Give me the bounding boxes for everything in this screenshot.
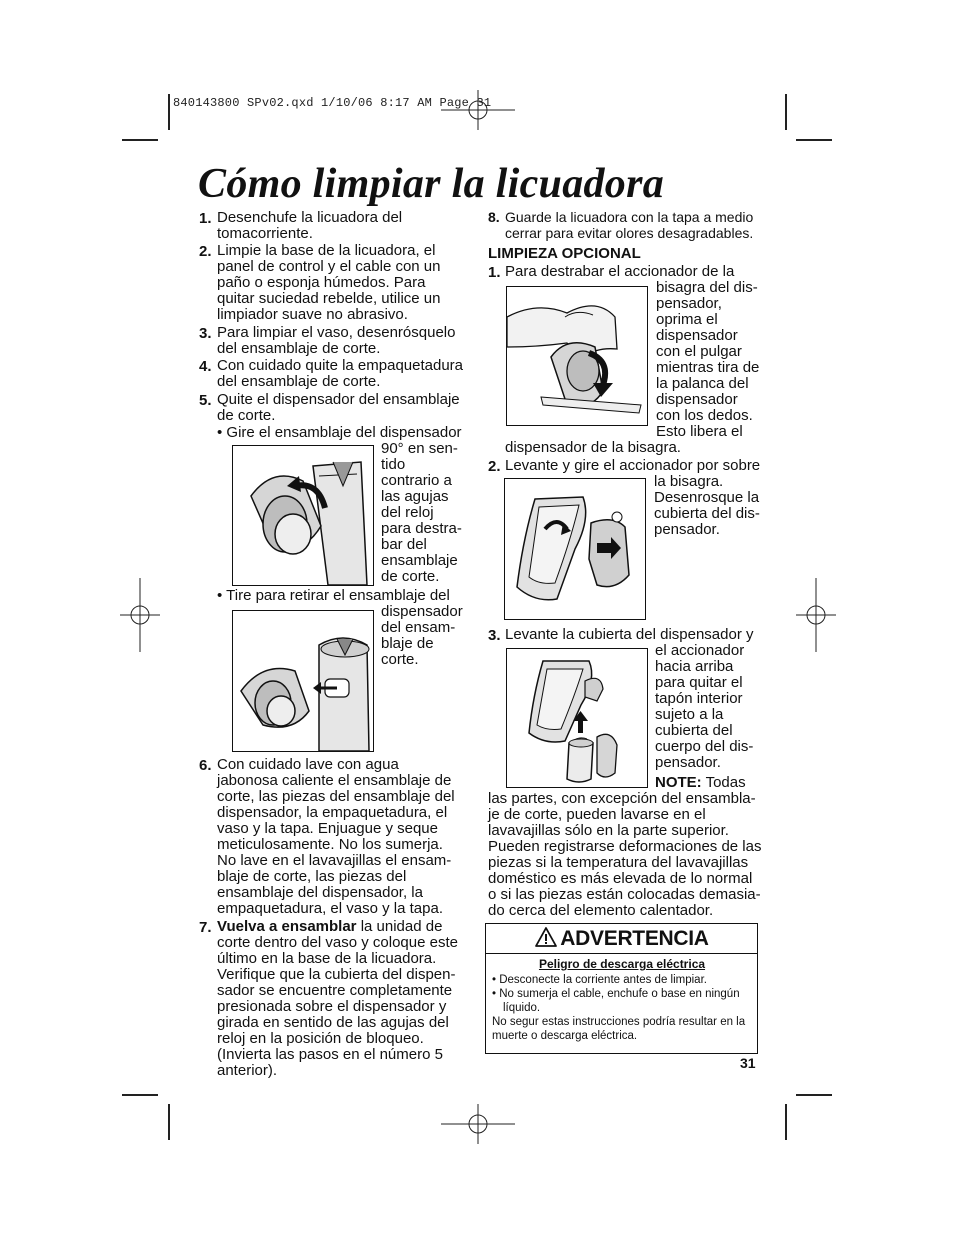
hand-release-illustration-icon bbox=[507, 287, 647, 425]
text-line: ensamblaje bbox=[381, 552, 458, 569]
text-line: cerrar para evitar olores desagradables. bbox=[505, 225, 754, 241]
text-line: dispensador bbox=[656, 327, 738, 344]
warning-subtitle: Peligro de descarga eléctrica bbox=[538, 957, 706, 971]
text-line: Con cuidado quite la empaquetadura bbox=[217, 357, 464, 374]
warning-footer: muerte o descarga eléctrica. bbox=[492, 1030, 638, 1042]
text-line: o si las piezas están colocadas demasia- bbox=[488, 886, 761, 903]
text-line: dispensador bbox=[381, 603, 463, 620]
text-line: sador se encuentre completamente bbox=[217, 982, 453, 999]
text-line: presionada sobre el dispensador y bbox=[217, 998, 447, 1015]
text-line: jabonosa caliente el ensamblaje de bbox=[217, 772, 452, 789]
text-line: tido bbox=[381, 456, 406, 473]
text-line: blaje de corte, las piezas del bbox=[217, 868, 407, 885]
text-line: de corte. bbox=[381, 568, 440, 585]
text-line: ensamblaje del dispensador, la bbox=[217, 884, 423, 901]
text-line: reloj en la posición de bloqueo. bbox=[217, 1030, 424, 1047]
warning-triangle-icon bbox=[534, 926, 558, 948]
text-line: del ensam- bbox=[381, 619, 456, 636]
text-line: del ensamblaje de corte. bbox=[217, 340, 381, 357]
warning-footer: No segur estas instrucciones podría resultar en la bbox=[492, 1016, 746, 1028]
text-line: Verifique que la cubierta del dispen- bbox=[217, 966, 456, 983]
print-slug: 840143800 SPv02.qxd 1/10/06 8:17 AM Page 31 bbox=[173, 96, 492, 110]
text-line: de corte. bbox=[217, 407, 276, 424]
step-number: 1. bbox=[199, 210, 212, 227]
text-line: contrario a bbox=[381, 472, 452, 489]
text-line: pensador, bbox=[656, 295, 722, 312]
text-line bbox=[217, 919, 472, 935]
optional-cleaning-heading: LIMPIEZA OPCIONAL bbox=[488, 245, 641, 262]
warning-body bbox=[492, 957, 752, 1043]
warning-title: ADVERTENCIA bbox=[560, 927, 709, 950]
step-number: 2. bbox=[488, 458, 501, 475]
text-line: las agujas bbox=[381, 488, 449, 505]
step-number: 3. bbox=[488, 627, 501, 644]
step-number: 2. bbox=[199, 243, 212, 260]
text-line: bar del bbox=[381, 536, 427, 553]
step-8-text bbox=[505, 209, 775, 241]
optional-step-2-first: Levante y gire el accionador por sobre bbox=[505, 457, 761, 474]
step-2-text bbox=[217, 243, 472, 323]
crop-mark bbox=[168, 1104, 170, 1140]
step-7-text bbox=[217, 919, 472, 1079]
text-line: del reloj bbox=[381, 504, 434, 521]
optional-step-3-side bbox=[655, 643, 770, 771]
text-line: piezas si la temperatura del lavavajillas bbox=[488, 854, 749, 871]
text-line: dispensador, la empaquetadura, el bbox=[217, 804, 448, 821]
text-line: (Invierta las pasos en el número 5 bbox=[217, 1046, 443, 1063]
step-6-text bbox=[217, 757, 472, 917]
crop-mark bbox=[796, 1094, 832, 1096]
text-line: empaquetadura, el vaso y la tapa. bbox=[217, 900, 443, 917]
text-line: corte dentro del vaso y coloque este bbox=[217, 934, 458, 951]
text-line: con los dedos. bbox=[656, 407, 753, 424]
step-number: 5. bbox=[199, 392, 212, 409]
bullet-pull-rest bbox=[381, 604, 476, 668]
note-text bbox=[488, 791, 773, 919]
text-line: blaje de bbox=[381, 635, 434, 652]
warning-box bbox=[485, 923, 758, 1054]
text-line: el accionador bbox=[655, 642, 745, 659]
step-7-bold: Vuelva a ensamblar bbox=[217, 918, 357, 935]
text-line: vaso y la tapa. Enjuague y seque bbox=[217, 820, 438, 837]
step-number: 4. bbox=[199, 358, 212, 375]
text-line: corte, las piezas del ensamblaje del bbox=[217, 788, 455, 805]
page-title: Cómo limpiar la licuadora bbox=[198, 161, 665, 207]
bullet-rotate-rest bbox=[381, 441, 476, 585]
text-line: No lave en el lavavajillas el ensam- bbox=[217, 852, 452, 869]
figure-pull-dispenser bbox=[232, 610, 374, 752]
blender-pull-illustration-icon bbox=[233, 611, 373, 751]
optional-step-2-side bbox=[654, 474, 769, 538]
text-line: Guarde la licuadora con la tapa a medio bbox=[505, 209, 754, 225]
text-line: dispensador bbox=[656, 391, 738, 408]
crop-mark bbox=[785, 94, 787, 130]
text-line: cubierta del bbox=[655, 722, 733, 739]
warning-bullet: • No sumerja el cable, enchufe o base en ningún bbox=[492, 988, 740, 1000]
text-line: tapón interior bbox=[655, 690, 743, 707]
step-number: 6. bbox=[199, 757, 212, 774]
text-line: para destra- bbox=[381, 520, 462, 537]
text-line: con el pulgar bbox=[656, 343, 742, 360]
text-line: pensador. bbox=[655, 754, 721, 771]
text-line: Con cuidado lave con agua bbox=[217, 756, 399, 773]
note-label: NOTE: bbox=[655, 774, 702, 791]
step-7-first-rest: la unidad de bbox=[356, 918, 443, 935]
text-line: la palanca del bbox=[656, 375, 749, 392]
text-line: doméstico es más elevada de lo normal bbox=[488, 870, 753, 887]
step-1-text bbox=[217, 210, 472, 242]
step-5-text bbox=[217, 392, 472, 424]
crop-mark bbox=[122, 1094, 158, 1096]
text-line: las partes, con excepción del ensambla- bbox=[488, 790, 756, 807]
text-line: Desenrosque la bbox=[654, 489, 760, 506]
text-line: para quitar el bbox=[655, 674, 743, 691]
text-line: meticulosamente. No los sumerja. bbox=[217, 836, 443, 853]
optional-step-1-last: dispensador de la bisagra. bbox=[505, 439, 681, 456]
text-line: cuerpo del dis- bbox=[655, 738, 754, 755]
text-line: limpiador suave no abrasivo. bbox=[217, 306, 408, 323]
crop-mark bbox=[122, 139, 158, 141]
text-line: oprima el bbox=[656, 311, 718, 328]
step-number: 3. bbox=[199, 325, 212, 342]
text-line: je de corte, pueden lavarse en el bbox=[488, 806, 706, 823]
text-line: anterior). bbox=[217, 1062, 278, 1079]
dispenser-plug-illustration-icon bbox=[507, 649, 647, 787]
text-line: panel de control y el cable con un bbox=[217, 258, 441, 275]
actuator-hinge-illustration-icon bbox=[505, 479, 645, 619]
text-line: Esto libera el bbox=[656, 423, 743, 440]
text-line: paño o esponja húmedos. Para bbox=[217, 274, 426, 291]
figure-remove-plug bbox=[506, 648, 648, 788]
optional-step-1-first: Para destrabar el accionador de la bbox=[505, 263, 735, 280]
note-first-rest: Todas bbox=[701, 774, 746, 791]
text-line: girada en sentido de las agujas del bbox=[217, 1014, 449, 1031]
page-number: 31 bbox=[740, 1055, 756, 1071]
warning-bullet: • Desconecte la corriente antes de limpiar. bbox=[492, 974, 707, 986]
crop-mark bbox=[168, 94, 170, 130]
blender-rotate-illustration-icon bbox=[233, 446, 373, 585]
text-line: hacia arriba bbox=[655, 658, 734, 675]
text-line: corte. bbox=[381, 651, 419, 668]
text-line: 90° en sen- bbox=[381, 440, 458, 457]
bullet-rotate-first: • Gire el ensamblaje del dispensador bbox=[217, 424, 462, 441]
note-first-line bbox=[655, 775, 746, 791]
text-line: del ensamblaje de corte. bbox=[217, 373, 381, 390]
step-number: 1. bbox=[488, 264, 501, 281]
crop-mark bbox=[785, 1104, 787, 1140]
text-line: bisagra del dis- bbox=[656, 279, 758, 296]
text-line: la bisagra. bbox=[654, 473, 724, 490]
registration-mark-icon bbox=[796, 578, 836, 652]
text-line: cubierta del dis- bbox=[654, 505, 760, 522]
text-line: Limpie la base de la licuadora, el bbox=[217, 242, 436, 259]
text-line: tomacorriente. bbox=[217, 225, 313, 242]
warning-bullet-continuation: líquido. bbox=[503, 1002, 541, 1014]
text-line: mientras tira de bbox=[656, 359, 760, 376]
text-line: do cerca del elemento calentador. bbox=[488, 902, 714, 919]
figure-release-dispenser bbox=[506, 286, 648, 426]
figure-lift-actuator bbox=[504, 478, 646, 620]
optional-step-1-side bbox=[656, 280, 771, 440]
step-number: 8. bbox=[488, 209, 500, 225]
text-line: Para limpiar el vaso, desenrósquelo bbox=[217, 324, 456, 341]
registration-mark-icon bbox=[441, 1104, 515, 1144]
optional-step-3-first: Levante la cubierta del dispensador y bbox=[505, 626, 754, 643]
text-line: Pueden registrarse deformaciones de las bbox=[488, 838, 762, 855]
text-line: último en la base de la licuadora. bbox=[217, 950, 437, 967]
registration-mark-icon bbox=[120, 578, 160, 652]
text-line: lavavajillas sólo en la parte superior. bbox=[488, 822, 729, 839]
text-line: quitar suciedad rebelde, utilice un bbox=[217, 290, 441, 307]
step-number: 7. bbox=[199, 919, 212, 936]
warning-header bbox=[486, 924, 757, 954]
step-3-text bbox=[217, 325, 472, 357]
text-line: Desenchufe la licuadora del bbox=[217, 209, 403, 226]
crop-mark bbox=[796, 139, 832, 141]
figure-rotate-dispenser bbox=[232, 445, 374, 586]
text-line: pensador. bbox=[654, 521, 720, 538]
step-4-text bbox=[217, 358, 472, 390]
text-line: sujeto a la bbox=[655, 706, 724, 723]
bullet-pull-first: • Tire para retirar el ensamblaje del bbox=[217, 587, 450, 604]
text-line: Quite el dispensador del ensamblaje bbox=[217, 391, 460, 408]
